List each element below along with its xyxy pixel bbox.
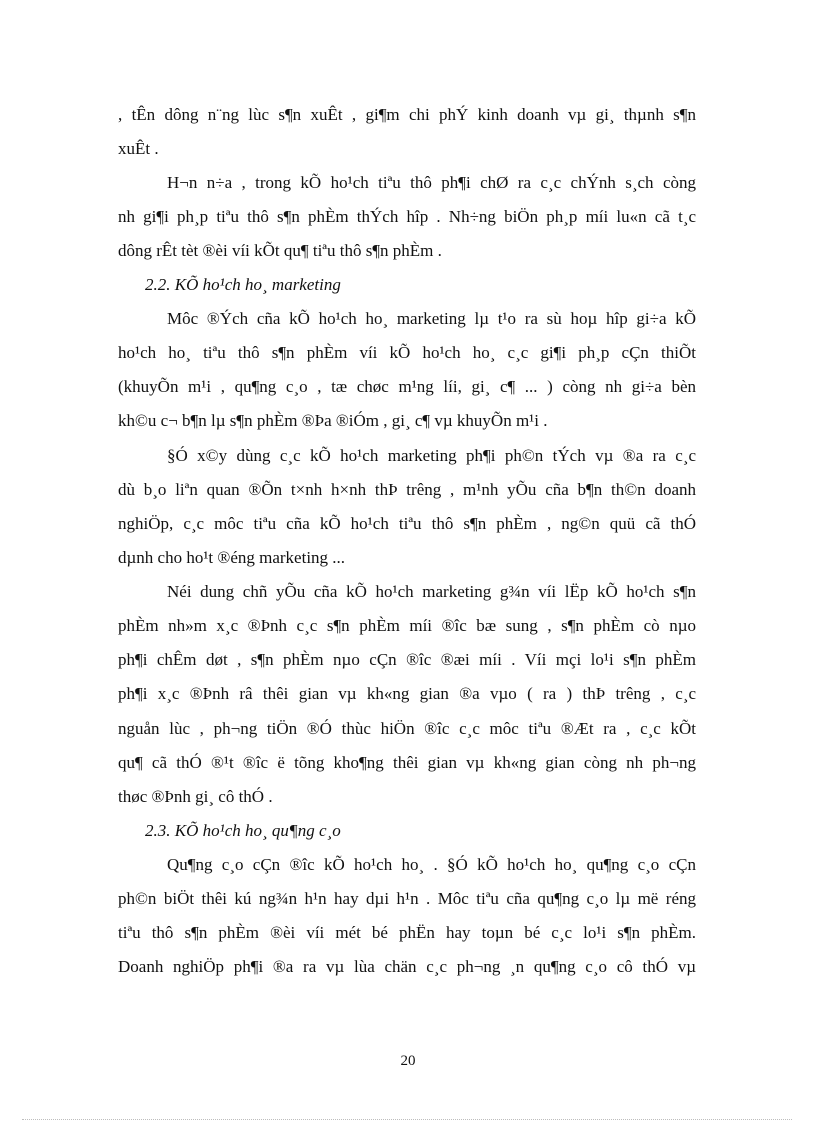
paragraph-line: Néi dung chñ yÕu cña kÕ ho¹ch marketing g¾n víi lËp kÕ ho¹ch s¶n	[167, 582, 696, 601]
paragraph-line: tiªu thô s¶n phÈm ®èi víi mét bé phËn hay toµn bé c¸c lo¹i s¶n phÈm.	[118, 923, 696, 942]
section-heading: 2.2. KÕ ho¹ch ho¸ marketing	[145, 275, 341, 294]
paragraph-line: (khuyÕn m¹i , qu¶ng c¸o , tæ chøc m¹ng líi, gi¸ c¶ ... ) còng nh gi÷a bèn	[118, 377, 696, 396]
section-heading: 2.3. KÕ ho¹ch ho¸ qu¶ng c¸o	[145, 821, 341, 840]
paragraph-line: Qu¶ng c¸o cÇn ®îc kÕ ho¹ch ho¸ . §Ó kÕ ho¹ch ho¸ qu¶ng c¸o cÇn	[167, 855, 696, 874]
paragraph-line: nguån lùc , ph¬ng tiÖn ®Ó thùc hiÖn ®îc c¸c môc tiªu ®Æt ra , c¸c kÕt	[118, 719, 696, 738]
paragraph-line: Doanh nghiÖp ph¶i ®a ra vµ lùa chän c¸c ph¬ng ¸n qu¶ng c¸o cô thÓ vµ	[118, 957, 696, 976]
paragraph-line: qu¶ cã thÓ ®¹t ®îc ë tõng kho¶ng thêi gian vµ kh«ng gian còng nh ph¬ng	[118, 753, 696, 772]
paragraph-line: Môc ®Ých cña kÕ ho¹ch ho¸ marketing lµ t¹o ra sù hoµ hîp gi÷a kÕ	[167, 309, 696, 328]
paragraph-line: , tÊn dông n¨ng lùc s¶n xuÊt , gi¶m chi phÝ kinh doanh vµ gi¸ thµnh s¶n	[118, 105, 696, 124]
paragraph-line: H¬n n÷a , trong kÕ ho¹ch tiªu thô ph¶i chØ ra c¸c chÝnh s¸ch còng	[167, 173, 696, 192]
paragraph-line: dông rÊt tèt ®èi víi kÕt qu¶ tiªu thô s¶n phÈm .	[118, 241, 442, 260]
paragraph-line: kh©u c¬ b¶n lµ s¶n phÈm ®Þa ®iÓm , gi¸ c¶ vµ khuyÕn m¹i .	[118, 411, 548, 430]
paragraph-line: ph¶i chÊm døt , s¶n phÈm nµo cÇn ®îc ®æi míi . Víi mçi lo¹i s¶n phÈm	[118, 650, 696, 669]
paragraph-line: xuÊt .	[118, 139, 159, 158]
paragraph-line: ph©n biÖt thêi kú ng¾n h¹n hay dµi h¹n . Môc tiªu cña qu¶ng c¸o lµ më réng	[118, 889, 696, 908]
paragraph-line: nghiÖp, c¸c môc tiªu cña kÕ ho¹ch tiªu thô s¶n phÈm , ng©n quü cã thÓ	[118, 514, 696, 533]
page-number: 20	[400, 1053, 416, 1069]
paragraph-line: dù b¸o liªn quan ®Õn t×nh h×nh thÞ trêng , m¹nh yÕu cña b¶n th©n doanh	[118, 480, 696, 499]
paragraph-line: nh gi¶i ph¸p tiªu thô s¶n phÈm thÝch hîp . Nh÷ng biÖn ph¸p míi lu«n cã t¸c	[118, 207, 696, 226]
page-bottom-divider	[22, 1119, 792, 1120]
paragraph-line: phÈm nh»m x¸c ®Þnh c¸c s¶n phÈm míi ®îc bæ sung , s¶n phÈm cò nµo	[118, 616, 696, 635]
paragraph-line: thøc ®Þnh gi¸ cô thÓ .	[118, 787, 273, 806]
paragraph-line: ho¹ch ho¸ tiªu thô s¶n phÈm víi kÕ ho¹ch ho¸ c¸c gi¶i ph¸p cÇn thiÕt	[118, 343, 696, 362]
paragraph-line: §Ó x©y dùng c¸c kÕ ho¹ch marketing ph¶i ph©n tÝch vµ ®a ra c¸c	[167, 446, 696, 465]
paragraph-line: dµnh cho ho¹t ®éng marketing ...	[118, 548, 346, 567]
paragraph-line: ph¶i x¸c ®Þnh râ thêi gian vµ kh«ng gian ®a vµo ( ra ) thÞ trêng , c¸c	[118, 684, 696, 703]
